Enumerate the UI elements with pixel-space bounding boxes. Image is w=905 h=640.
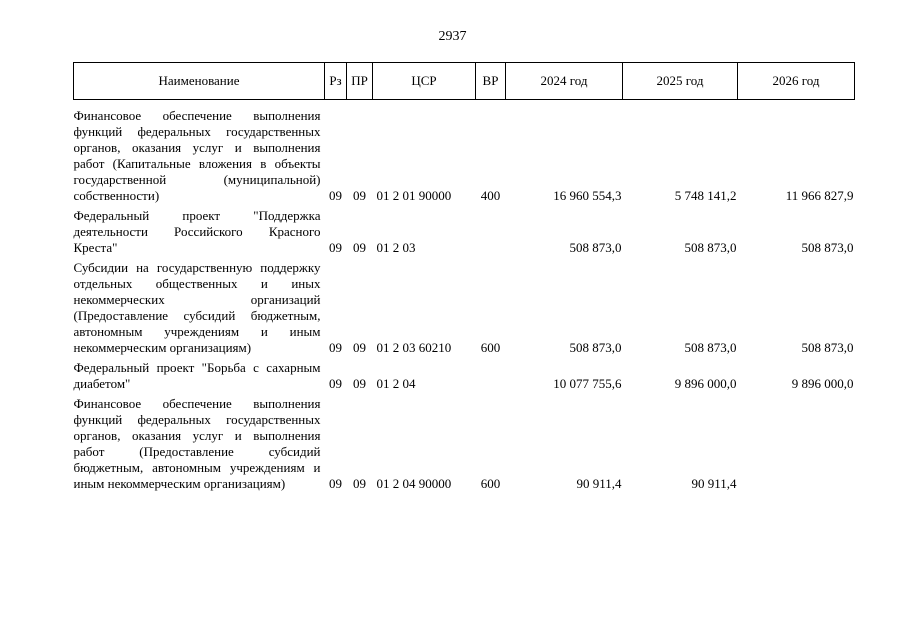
row-2024: 508 873,0 — [569, 340, 622, 355]
row-csr: 01 2 04 90000 — [376, 476, 452, 491]
header-2025: 2025 год — [623, 63, 738, 100]
row-2025: 9 896 000,0 — [674, 376, 737, 391]
row-name: Федеральный проект "Борьба с сахарным диабетом" — [73, 360, 321, 391]
header-rz: Рз — [325, 63, 347, 100]
row-rz: 09 — [329, 188, 342, 203]
table-row — [74, 260, 855, 360]
row-vr: 400 — [480, 188, 501, 203]
row-pr: 09 — [353, 476, 366, 491]
row-name: Финансовое обеспечение выполнения функций федеральных государственных органов, оказания услуг и выполнения работ (Капитальные вложения в объекты государственной (муниципальной) собственности) — [73, 108, 321, 203]
row-2026: 11 966 827,9 — [785, 188, 854, 203]
table-row — [74, 208, 855, 260]
row-pr: 09 — [353, 188, 366, 203]
table-row — [74, 360, 855, 396]
row-2025: 90 911,4 — [691, 476, 737, 491]
row-pr: 09 — [353, 240, 366, 255]
table-row — [74, 100, 855, 209]
row-2024: 90 911,4 — [576, 476, 622, 491]
row-rz: 09 — [329, 476, 342, 491]
row-rz: 09 — [329, 340, 342, 355]
page-number: 2937 — [438, 29, 467, 44]
header-vr: ВР — [476, 63, 506, 100]
row-name: Финансовое обеспечение выполнения функций федеральных государственных органов, оказания услуг и выполнения работ (Предоставление субсидий бюджетным, автономным учреждениям и иным некоммерческим организациям) — [73, 396, 321, 491]
table-header — [74, 63, 855, 100]
row-rz: 09 — [329, 240, 342, 255]
row-2026: 508 873,0 — [801, 240, 854, 255]
row-name: Субсидии на государственную поддержку отдельных общественных и иных некоммерческих организаций (Предоставление субсидий бюджетным, автономным учреждениям и иным некоммерческим организациям) — [73, 260, 321, 355]
row-2024: 508 873,0 — [569, 240, 622, 255]
row-vr — [476, 360, 506, 396]
row-csr: 01 2 04 — [376, 376, 416, 391]
row-vr: 600 — [480, 476, 501, 491]
header-2024: 2024 год — [506, 63, 623, 100]
row-2026 — [738, 396, 855, 496]
table-row — [74, 396, 855, 496]
header-name: Наименование — [74, 63, 325, 100]
row-rz: 09 — [329, 376, 342, 391]
row-vr: 600 — [480, 340, 501, 355]
row-2025: 508 873,0 — [684, 340, 737, 355]
row-2025: 508 873,0 — [684, 240, 737, 255]
row-csr: 01 2 03 — [376, 240, 416, 255]
row-2026: 9 896 000,0 — [791, 376, 854, 391]
row-pr: 09 — [353, 376, 366, 391]
row-pr: 09 — [353, 340, 366, 355]
row-name: Федеральный проект "Поддержка деятельности Российского Красного Креста" — [73, 208, 321, 255]
row-2026: 508 873,0 — [801, 340, 854, 355]
header-csr: ЦСР — [373, 63, 476, 100]
header-pr: ПР — [347, 63, 373, 100]
row-vr — [476, 208, 506, 260]
row-2024: 16 960 554,3 — [553, 188, 622, 203]
row-csr: 01 2 03 60210 — [376, 340, 452, 355]
row-2024: 10 077 755,6 — [553, 376, 622, 391]
row-csr: 01 2 01 90000 — [376, 188, 452, 203]
budget-table — [73, 62, 855, 496]
row-2025: 5 748 141,2 — [674, 188, 737, 203]
header-2026: 2026 год — [738, 63, 855, 100]
